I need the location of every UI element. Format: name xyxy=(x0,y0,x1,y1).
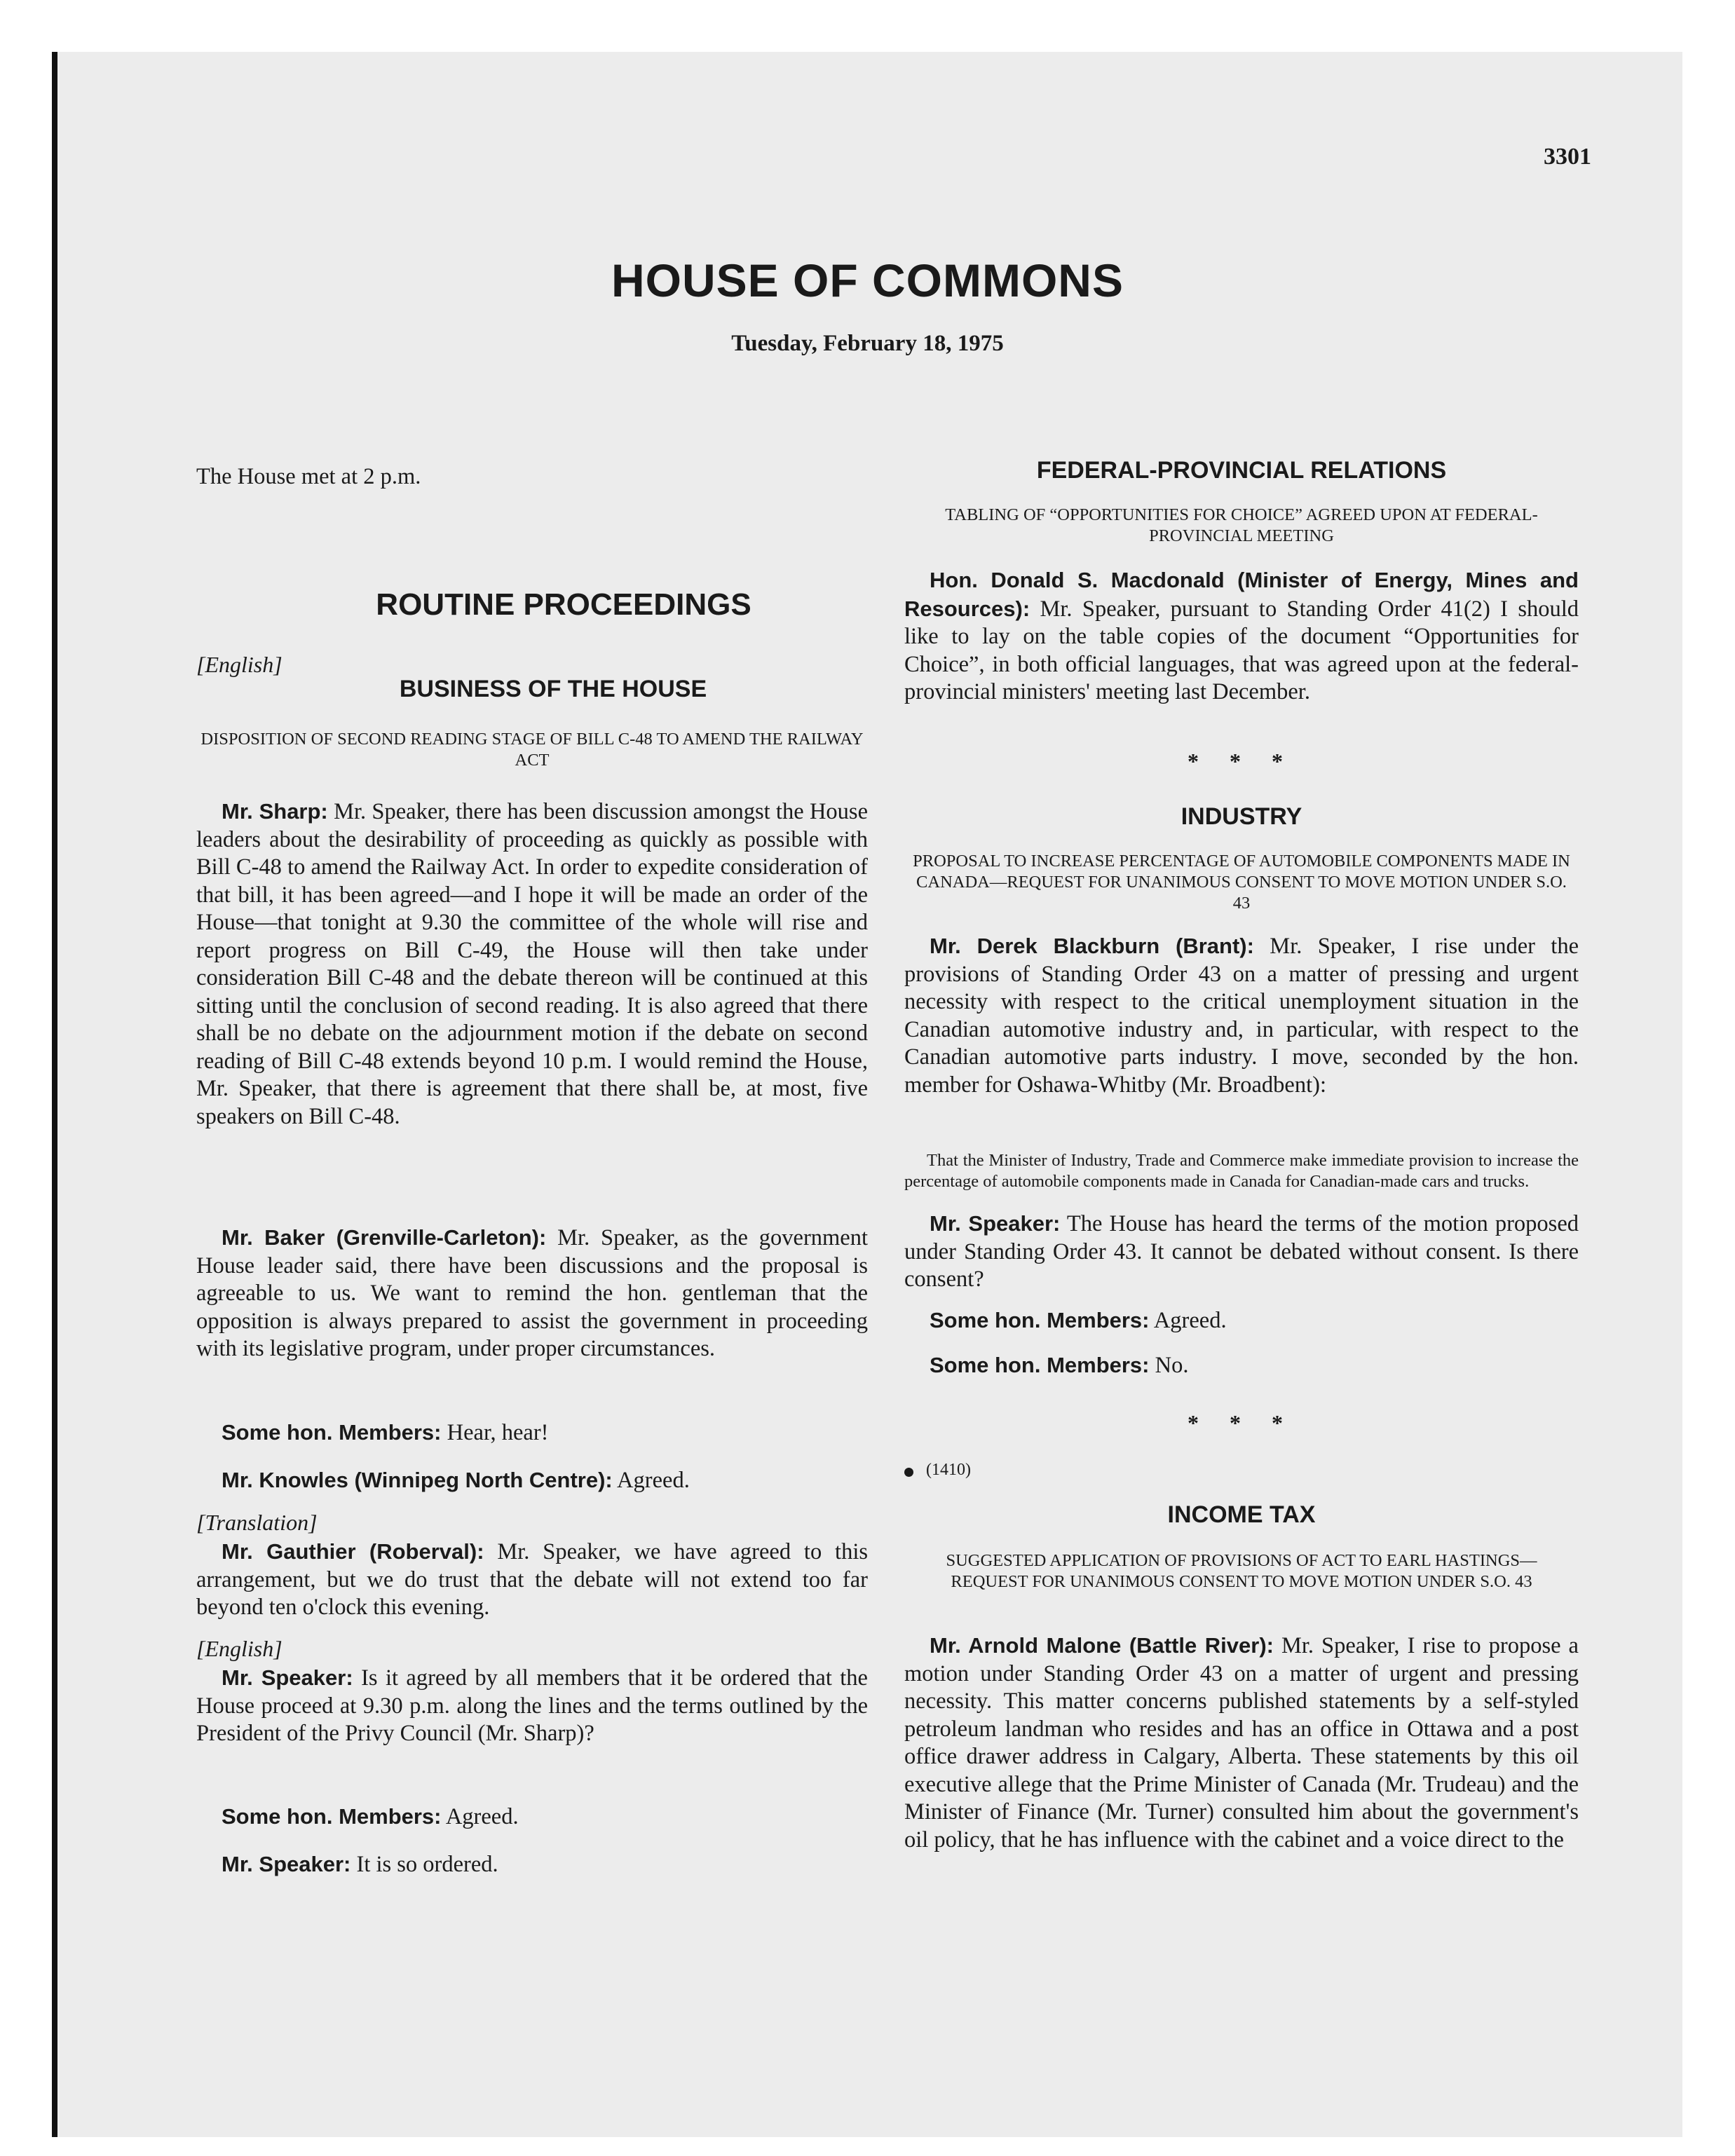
speech-text: Mr. Speaker, there has been discussion amongst the House leaders about the desirability of proceeding as quickly as possible with Bill C-48 to amend the Railway Act. In order to expedite consideration of that bill, it has been agreed—and I hope it will be made an order of the House—that tonight at 9.30 the committee of the whole will rise and report progress on Bill C-49, the House will then take under consideration Bill C-48 and the debate thereon will be continued at this sitting until the conclusion of second reading. It is also agreed that there shall be no debate on the adjournment motion if the debate on second reading of Bill C-48 extends beyond 10 p.m. I would remind the House, Mr. Speaker, that there is agreement that there shall be, at most, five speakers on Bill C-48. xyxy=(196,799,868,1129)
speech-text: The House has heard the terms of the motion proposed under Standing Order 43. It cannot be debated without consent. Is there consent? xyxy=(904,1211,1579,1292)
time-marker xyxy=(904,1461,1579,1480)
speaker-name: Mr. Speaker: xyxy=(222,1665,353,1690)
speaker-name: Hon. Donald S. Macdonald (Minister of Energy, Mines and Resources): xyxy=(904,568,1579,621)
speech-text: Agreed. xyxy=(612,1468,690,1493)
speech-blackburn xyxy=(904,932,1579,1099)
speaker-name: Some hon. Members: xyxy=(930,1353,1150,1377)
language-marker: [Translation] xyxy=(196,1510,318,1535)
speaker-name: Some hon. Members: xyxy=(222,1420,442,1445)
section-separator: * * * xyxy=(1188,1410,1295,1435)
interjection-members xyxy=(196,1419,868,1447)
speech-text: Mr. Speaker, we have agreed to this arrangement, but we do trust that the debate will not extend too far beyond ten o'clock this evening. xyxy=(196,1539,868,1620)
speech-speaker-order xyxy=(196,1664,868,1748)
speech-text: Mr. Speaker, I rise under the provisions of Standing Order 43 on a matter of pressing and urgent necessity with respect to the critical unemployment situation in the Canadian automotive industry and, in particular, with respect to the Canadian automotive parts industry. I move, seconded by the hon. member for Oshawa-Whitby (Mr. Broadbent): xyxy=(904,934,1579,1098)
speaker-name: Mr. Baker (Grenville-Carleton): xyxy=(222,1225,547,1250)
speaker-name: Mr. Knowles (Winnipeg North Centre): xyxy=(222,1468,613,1492)
interjection-agreed xyxy=(904,1306,1579,1335)
income-tax-heading: INCOME TAX xyxy=(1167,1501,1316,1528)
bullet-icon xyxy=(904,1468,913,1477)
speech-text: Is it agreed by all members that it be ordered that the House proceed at 9.30 p.m. along the lines and the terms outlined by the President of the Privy Council (Mr. Sharp)? xyxy=(196,1665,868,1746)
speech-text: Hear, hear! xyxy=(441,1420,549,1445)
speech-text: Mr. Speaker, pursuant to Standing Order 41(2) I should like to lay on the table copies of the document “Opportunities for Choice”, in both official languages, that was agreed upon at the federal-provincial ministers' meeting last December. xyxy=(904,596,1579,704)
speech-text: Agreed. xyxy=(1149,1308,1227,1333)
speaker-name: Mr. Derek Blackburn (Brant): xyxy=(930,934,1254,958)
interjection-no xyxy=(904,1351,1579,1380)
page-number: 3301 xyxy=(1544,144,1591,170)
speech-speaker-consent xyxy=(904,1210,1579,1294)
speech-gauthier xyxy=(196,1538,868,1622)
speech-sharp xyxy=(196,798,868,1131)
federal-provincial-heading: FEDERAL-PROVINCIAL RELATIONS xyxy=(1036,457,1447,484)
speech-baker xyxy=(196,1224,868,1363)
speech-knowles xyxy=(196,1466,868,1495)
speech-malone xyxy=(904,1632,1579,1854)
routine-proceedings-heading: ROUTINE PROCEEDINGS xyxy=(376,587,751,622)
tabling-subheading: TABLING OF “OPPORTUNITIES FOR CHOICE” AGREED UPON AT FEDERAL-PROVINCIAL MEETING xyxy=(945,505,1538,545)
speaker-name: Mr. Gauthier (Roberval): xyxy=(222,1539,484,1564)
interjection-members-agreed xyxy=(196,1803,868,1831)
sitting-date: Tuesday, February 18, 1975 xyxy=(731,331,1004,356)
speech-text: Mr. Speaker, as the government House leader said, there have been discussions and the proposal is agreeable to us. We want to remind the hon. gentleman that the opposition is always prepared to assist the government in proceeding with its legislative program, under proper circumstances. xyxy=(196,1225,869,1361)
suggested-subheading: SUGGESTED APPLICATION OF PROVISIONS OF ACT TO EARL HASTINGS—REQUEST FOR UNANIMOUS CONSENT TO MOVE MOTION UNDER S.O. 43 xyxy=(946,1551,1537,1591)
proposal-subheading: PROPOSAL TO INCREASE PERCENTAGE OF AUTOMOBILE COMPONENTS MADE IN CANADA—REQUEST FOR UNANIMOUS CONSENT TO MOVE MOTION UNDER S.O. 43 xyxy=(913,852,1570,913)
house-met-line: The House met at 2 p.m. xyxy=(196,464,421,489)
language-marker: [English] xyxy=(196,652,283,677)
speech-macdonald xyxy=(904,566,1579,707)
speaker-name: Mr. Speaker: xyxy=(222,1852,351,1876)
speech-text: It is so ordered. xyxy=(351,1852,498,1877)
speech-speaker-ordered xyxy=(196,1850,868,1879)
motion-text: That the Minister of Industry, Trade and Commerce make immediate provision to increase the percentage of automobile components made in Canada for Canadian-made cars and trucks. xyxy=(904,1150,1579,1191)
speech-text: No. xyxy=(1149,1353,1189,1378)
speaker-name: Some hon. Members: xyxy=(222,1804,442,1829)
speech-text: Agreed. xyxy=(441,1804,519,1829)
speaker-name: Mr. Sharp: xyxy=(222,799,328,824)
speaker-name: Mr. Speaker: xyxy=(930,1211,1061,1236)
speaker-name: Mr. Arnold Malone (Battle River): xyxy=(930,1633,1274,1658)
industry-heading: INDUSTRY xyxy=(1181,803,1302,830)
time-stamp: (1410) xyxy=(926,1461,971,1479)
document-title: HOUSE OF COMMONS xyxy=(611,254,1124,306)
speech-text: Mr. Speaker, I rise to propose a motion under Standing Order 43 on a matter of urgent and pressing necessity. This matter concerns published statements by a self-styled petroleum landman who resides and has an office in Ottawa and a post office drawer address in Calgary, Alberta. These statements by this oil executive allege that the Prime Minister of Canada (Mr. Trudeau) and the Minister of Finance (Mr. Turner) consulted him about the government's oil policy, that he has influence with the cabinet and a voice direct to the xyxy=(904,1633,1579,1853)
section-separator: * * * xyxy=(1188,749,1295,774)
speaker-name: Some hon. Members: xyxy=(930,1308,1150,1332)
language-marker: [English] xyxy=(196,1636,283,1661)
disposition-subheading: DISPOSITION OF SECOND READING STAGE OF BILL C-48 TO AMEND THE RAILWAY ACT xyxy=(200,730,864,770)
business-heading: BUSINESS OF THE HOUSE xyxy=(399,676,707,702)
